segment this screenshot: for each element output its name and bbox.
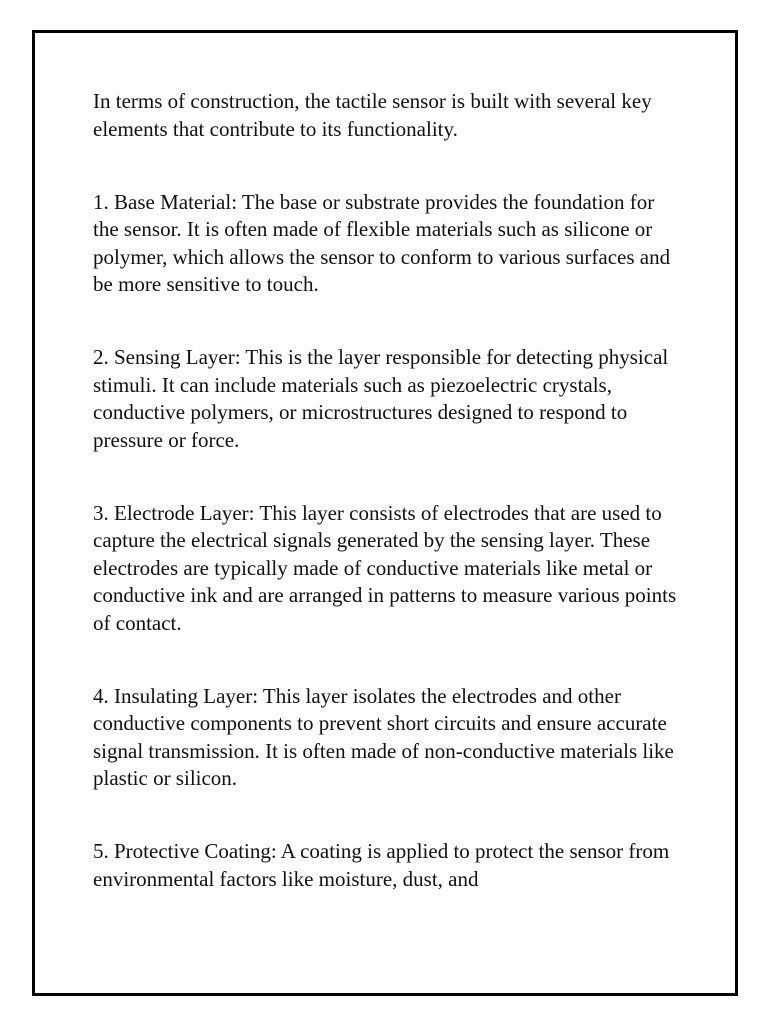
protective-coating-paragraph: 5. Protective Coating: A coating is applied to protect the sensor from environmental factors like moisture, dust, and <box>93 839 670 891</box>
electrode-layer-paragraph: 3. Electrode Layer: This layer consists of electrodes that are used to capture the electrical signals generated by the sensing layer. These electrodes are typically made of conductive materials like metal or conductive ink and are arranged in patterns to measure various points of contact. <box>93 500 677 635</box>
sensing-layer-paragraph: 2. Sensing Layer: This is the layer responsible for detecting physical stimuli. It can include materials such as piezoelectric crystals, conductive polymers, or microstructures designed to respond to pressure or force. <box>93 345 669 452</box>
document-page <box>32 30 738 996</box>
insulating-layer-paragraph: 4. Insulating Layer: This layer isolates the electrodes and other conductive components to prevent short circuits and ensure accurate signal transmission. It is often made of non-conductive materials like plastic or silicon. <box>93 683 674 790</box>
document-body <box>93 88 683 939</box>
base-material-paragraph: 1. Base Material: The base or substrate provides the foundation for the sensor. It is often made of flexible materials such as silicone or polymer, which allows the sensor to conform to various surfaces and be more sensitive to touch. <box>93 189 671 296</box>
intro-paragraph: In terms of construction, the tactile sensor is built with several key elements that contribute to its functionality. <box>93 89 652 141</box>
